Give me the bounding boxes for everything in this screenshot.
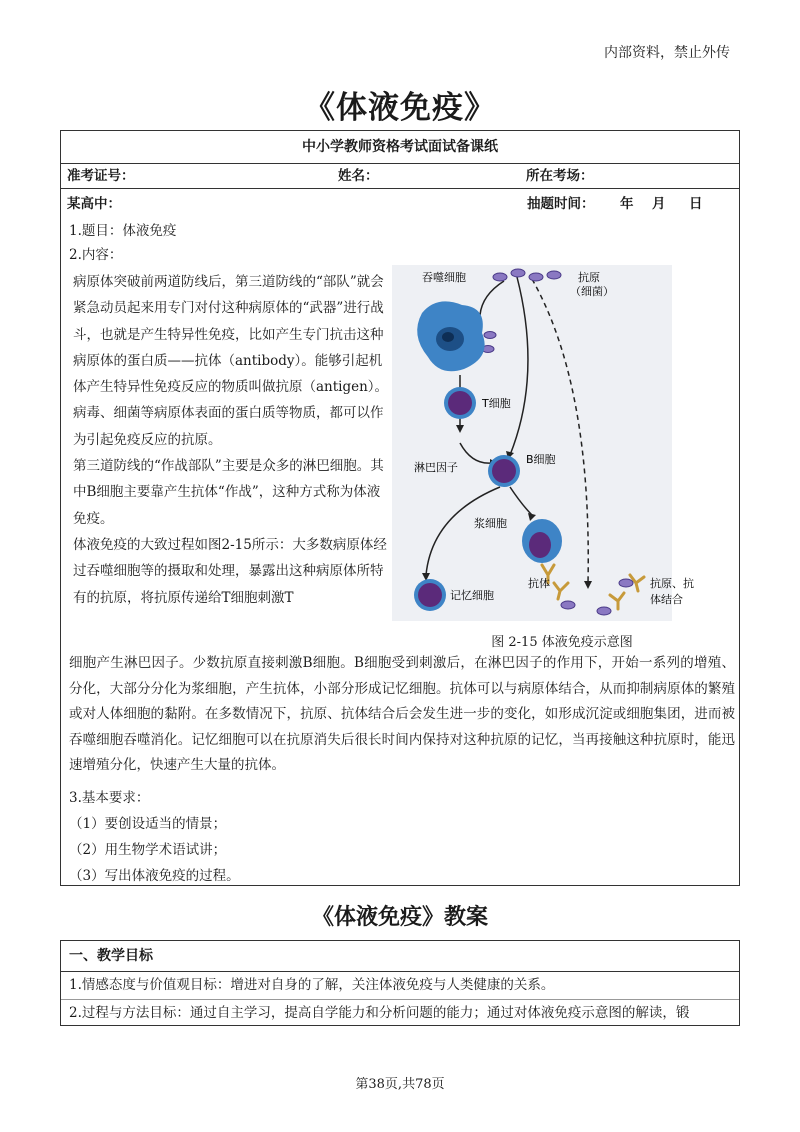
candidate-info-row	[61, 164, 739, 189]
paragraph-4: 细胞产生淋巴因子。少数抗原直接刺激B细胞。B细胞受到刺激后，在淋巴因子的作用下，开始一系列的增殖、分化，大部分分化为浆细胞，产生抗体，小部分形成记忆细胞。抗体可以与病原体结合，从而抑制病原体的繁殖或对人体细胞的黏附。在多数情况下，抗原、抗体结合后会发生进一步的变化，如形成沉淀或细胞集团，进而被吞噬细胞吞噬消化。记忆细胞可以在抗原消失后很长时间内保持对这种抗原的记忆，当再接触这种抗原时，能迅速增殖分化，快速产生大量的抗体。	[69, 655, 735, 773]
antigen-shape	[561, 601, 575, 609]
left-text-column	[73, 269, 391, 611]
exam-location-label: 所在考场：	[526, 168, 594, 184]
school-label: 某高中：	[67, 196, 121, 212]
label-plasma-cell: 浆细胞	[474, 517, 507, 530]
plasma-cell-nucleus	[529, 532, 551, 558]
antigen-shape	[619, 579, 633, 587]
memory-cell-nucleus	[418, 583, 442, 607]
antigen-shape	[547, 271, 561, 279]
t-cell-nucleus	[448, 391, 472, 415]
lesson-prep-form	[60, 130, 740, 886]
teaching-goals-heading: 一、教学目标	[61, 941, 739, 972]
requirements-label: 3.基本要求：	[69, 790, 150, 806]
label-bacteria: （细菌）	[570, 285, 614, 298]
content-label: 2.内容：	[69, 247, 123, 263]
goal-item: 1.情感态度与价值观目标：增进对自身的了解，关注体液免疫与人类健康的关系。	[69, 977, 555, 993]
label-binding-2: 体结合	[650, 593, 683, 606]
phagocyte-nucleolus	[442, 332, 454, 342]
requirement-item: （1）要创设适当的情景；	[69, 816, 227, 832]
paragraph-2: 第三道防线的“作战部队”主要是众多的淋巴细胞。其中B细胞主要靠产生抗体“作战”，这种方式称为体液免疫。	[73, 458, 384, 527]
requirements-list	[69, 785, 240, 889]
antigen-shape	[493, 273, 507, 281]
confidential-notice: 内部资料，禁止外传	[604, 45, 730, 61]
figure-diagram	[392, 265, 694, 621]
humoral-immunity-figure	[392, 265, 694, 650]
label-binding-1: 抗原、抗	[650, 577, 694, 590]
label-lymphokine: 淋巴因子	[414, 461, 458, 474]
draw-time-label: 抽题时间：	[527, 196, 595, 212]
paragraph-1: 病原体突破前两道防线后，第三道防线的“部队”就会紧急动员起来用专门对付这种病原体的“武器”进行战斗，也就是产生特异性免疫，比如产生专门抗击这种病原体的蛋白质——抗体（antibody）。能够引起机体产生特异性免疫反应的物质叫做抗原（antigen）。病毒、细菌等病原体表面的蛋白质等物质，都可以作为引起免疫反应的抗原。	[73, 274, 389, 448]
month-label: 月	[652, 196, 666, 212]
label-antigen: 抗原	[578, 271, 600, 284]
page-number: 第38页,共78页	[355, 1077, 445, 1092]
school-time-row	[61, 189, 739, 219]
label-antibody: 抗体	[528, 577, 550, 590]
page-title: 《体液免疫》	[304, 90, 496, 126]
form-body	[61, 219, 739, 267]
label-memory-cell: 记忆细胞	[450, 589, 494, 602]
lesson-plan-box	[60, 940, 740, 1026]
topic-line: 1.题目：体液免疫	[69, 223, 177, 239]
label-phagocyte: 吞噬细胞	[422, 271, 466, 284]
antigen-shape	[597, 607, 611, 615]
name-label: 姓名：	[338, 168, 379, 184]
paragraph-3: 体液免疫的大致过程如图2-15所示：大多数病原体经过吞噬细胞等的摄取和处理，暴露出这种病原体所特有的抗原，将抗原传递给T细胞刺激T	[73, 536, 387, 606]
antigen-shape	[529, 273, 543, 281]
exam-id-label: 准考证号：	[67, 168, 135, 184]
lesson-plan-title: 《体液免疫》教案	[311, 905, 488, 930]
figure-caption: 图 2-15 体液免疫示意图	[491, 635, 633, 650]
form-header: 中小学教师资格考试面试备课纸	[61, 131, 739, 164]
requirement-item: （3）写出体液免疫的过程。	[69, 868, 240, 884]
label-t-cell: T细胞	[482, 397, 511, 410]
goal-item: 2.过程与方法目标：通过自主学习，提高自学能力和分析问题的能力；通过对体液免疫示意图的解读，锻	[61, 999, 739, 1027]
antigen-shape	[484, 332, 496, 339]
antigen-shape	[511, 269, 525, 277]
requirement-item: （2）用生物学术语试讲；	[69, 842, 227, 858]
day-label: 日	[689, 196, 703, 212]
label-b-cell: B细胞	[526, 453, 556, 466]
year-label: 年	[620, 196, 634, 212]
full-width-text	[69, 651, 735, 779]
b-cell-nucleus	[492, 459, 516, 483]
